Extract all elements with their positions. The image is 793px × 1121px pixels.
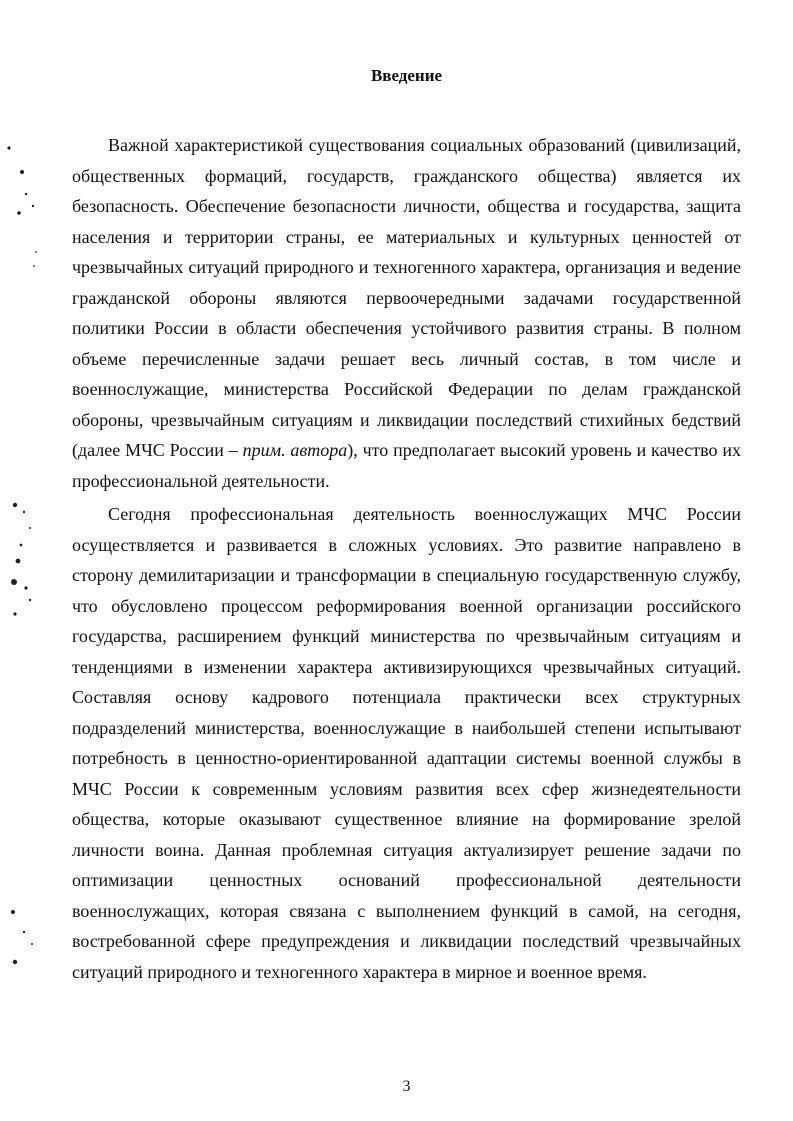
page-number: 3 — [402, 1078, 411, 1095]
paragraph-text: ), что предполагает высокий уровень и качество их профессиональной деятельности. — [72, 440, 741, 491]
document-title: Введение — [370, 66, 443, 85]
paragraph-text: Важной характеристикой существования социальных образований (цивилизаций, общественных формаций, государств, гражданского общества) является их безопасность. Обеспечение безопасности личности, общества и государства, защита населения и территории страны, ее материальных и культурных ценностей от чрезвычайных ситуаций природного и техногенного характера, организация и ведение гражданской обороны являются первоочередными задачами государственной политики России в области обеспечения устойчивого развития страны. В полном объеме перечисленные задачи решает весь личный состав, в том числе и военнослужащие, министерства Российской Федерации по делам гражданской обороны, чрезвычайным ситуациям и ликвидации последствий стихийных бедствий (далее МЧС России – — [72, 135, 741, 460]
document-body — [72, 130, 741, 987]
scan-artifacts — [0, 0, 60, 1121]
paragraph: Сегодня профессиональная деятельность военнослужащих МЧС России осуществляется и развивается в сложных условиях. Это развитие направлено в сторону демилитаризации и трансформации в специальную государственную службу, что обусловлено процессом реформирования военной организации российского государства, расширением функций министерства по чрезвычайным ситуациям и тенденциями в изменении характера активизирующихся чрезвычайных ситуаций. Составляя основу кадрового потенциала практически всех структурных подразделений министерства, военнослужащие в наибольшей степени испытывают потребность в ценностно-ориентированной адаптации системы военной службы в МЧС России к современным условиям развития всех сфер жизнедеятельности общества, которые оказывают существенное влияние на формирование зрелой личности воина. Данная проблемная ситуация актуализирует решение задачи по оптимизации ценностных оснований профессиональной деятельности военнослужащих, которая связана с выполнением функций в самой, на сегодня, востребованной сфере предупреждения и ликвидации последствий чрезвычайных ситуаций природного и техногенного характера в мирное и военное время. — [72, 504, 741, 982]
author-note: прим. автора — [242, 440, 348, 460]
paragraph — [72, 130, 741, 496]
